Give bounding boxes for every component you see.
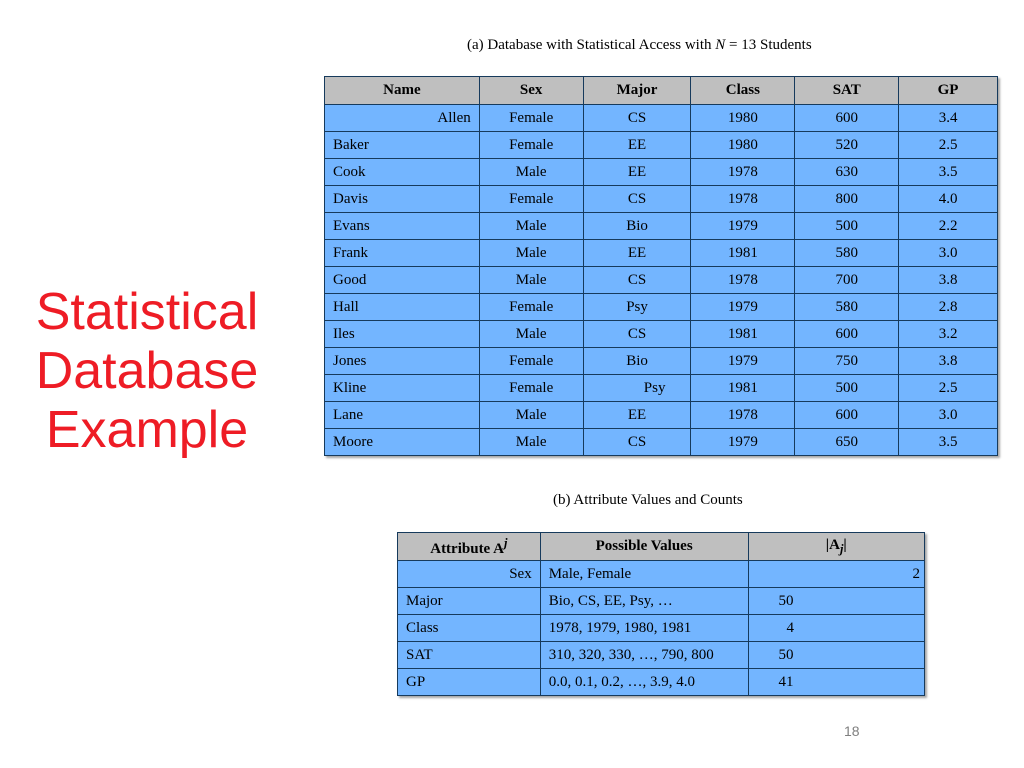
cell-sat: 500 (795, 375, 899, 402)
cell-values: 1978, 1979, 1980, 1981 (540, 615, 748, 642)
col-header-class: Class (691, 77, 795, 105)
cell-sex: Male (479, 240, 583, 267)
col-header-gp: GP (899, 77, 998, 105)
cell-class: 1978 (691, 267, 795, 294)
col-header-count (748, 533, 924, 561)
cell-major: CS (583, 267, 691, 294)
table-row (325, 267, 998, 294)
cell-values: 310, 320, 330, …, 790, 800 (540, 642, 748, 669)
cell-gp: 3.5 (899, 159, 998, 186)
slide-title-line-2: Database (35, 342, 259, 400)
table-row (398, 561, 925, 588)
cell-major: CS (583, 321, 691, 348)
cell-class: 1979 (691, 213, 795, 240)
table-row (398, 669, 925, 696)
cell-gp: 3.8 (899, 267, 998, 294)
cell-major: EE (583, 159, 691, 186)
cell-sex: Female (479, 375, 583, 402)
cell-count: 50 (748, 588, 924, 615)
cell-sat: 750 (795, 348, 899, 375)
col-header-major: Major (583, 77, 691, 105)
table-row (325, 429, 998, 456)
cell-major: Psy (583, 375, 691, 402)
cell-gp: 3.0 (899, 240, 998, 267)
cell-sat: 630 (795, 159, 899, 186)
table-row (325, 402, 998, 429)
cell-class: 1980 (691, 132, 795, 159)
cell-sat: 580 (795, 294, 899, 321)
count-header-sup: j (839, 541, 844, 556)
cell-sex: Male (479, 267, 583, 294)
table-row (325, 348, 998, 375)
cell-major: EE (583, 132, 691, 159)
cell-sex: Female (479, 348, 583, 375)
cell-class: 1978 (691, 186, 795, 213)
cell-name: Moore (325, 429, 480, 456)
cell-sex: Female (479, 186, 583, 213)
cell-major: CS (583, 105, 691, 132)
col-header-values: Possible Values (540, 533, 748, 561)
cell-class: 1978 (691, 159, 795, 186)
col-header-sex: Sex (479, 77, 583, 105)
cell-gp: 3.8 (899, 348, 998, 375)
cell-sat: 800 (795, 186, 899, 213)
cell-name: Lane (325, 402, 480, 429)
table-row (398, 615, 925, 642)
cell-major: Bio (583, 348, 691, 375)
table-row (325, 159, 998, 186)
cell-name: Frank (325, 240, 480, 267)
table-a-caption-suffix: = 13 Students (725, 37, 812, 53)
table-row (325, 186, 998, 213)
cell-name: Kline (325, 375, 480, 402)
slide-title-line-1: Statistical (35, 283, 259, 341)
attribute-counts-table (397, 532, 925, 696)
cell-gp: 3.0 (899, 402, 998, 429)
table-row (325, 294, 998, 321)
col-header-name: Name (325, 77, 480, 105)
cell-sex: Male (479, 402, 583, 429)
cell-gp: 3.4 (899, 105, 998, 132)
cell-sat: 580 (795, 240, 899, 267)
cell-sex: Male (479, 213, 583, 240)
cell-class: 1979 (691, 348, 795, 375)
table-header-row (325, 77, 998, 105)
cell-attribute: GP (398, 669, 541, 696)
cell-name: Evans (325, 213, 480, 240)
cell-gp: 2.8 (899, 294, 998, 321)
cell-gp: 4.0 (899, 186, 998, 213)
cell-sat: 700 (795, 267, 899, 294)
cell-count: 2 (748, 561, 924, 588)
table-row (325, 132, 998, 159)
cell-name: Jones (325, 348, 480, 375)
cell-major: CS (583, 186, 691, 213)
cell-sat: 520 (795, 132, 899, 159)
cell-gp: 3.2 (899, 321, 998, 348)
students-table (324, 76, 998, 456)
cell-attribute: Sex (398, 561, 541, 588)
table-row (398, 642, 925, 669)
cell-name: Davis (325, 186, 480, 213)
cell-name: Cook (325, 159, 480, 186)
cell-major: CS (583, 429, 691, 456)
count-header-base: |A (825, 536, 840, 553)
attribute-header-base: Attribute A (430, 540, 504, 557)
table-row (325, 213, 998, 240)
cell-major: EE (583, 402, 691, 429)
cell-sex: Female (479, 105, 583, 132)
cell-major: Psy (583, 294, 691, 321)
cell-sat: 600 (795, 321, 899, 348)
cell-name: Baker (325, 132, 480, 159)
cell-class: 1979 (691, 429, 795, 456)
cell-attribute: SAT (398, 642, 541, 669)
attribute-header-sup: j (503, 535, 508, 550)
cell-sat: 600 (795, 105, 899, 132)
cell-attribute: Major (398, 588, 541, 615)
cell-class: 1979 (691, 294, 795, 321)
cell-name: Iles (325, 321, 480, 348)
cell-values: 0.0, 0.1, 0.2, …, 3.9, 4.0 (540, 669, 748, 696)
slide-page-number: 18 (844, 723, 860, 739)
cell-sex: Female (479, 132, 583, 159)
cell-class: 1981 (691, 375, 795, 402)
cell-gp: 3.5 (899, 429, 998, 456)
cell-values: Male, Female (540, 561, 748, 588)
cell-class: 1978 (691, 402, 795, 429)
table-a-caption-prefix: (a) Database with Statistical Access with (467, 37, 716, 53)
table-row (325, 105, 998, 132)
cell-sex: Male (479, 159, 583, 186)
cell-count: 4 (748, 615, 924, 642)
slide-title (14, 283, 280, 460)
cell-name: Good (325, 267, 480, 294)
table-row (325, 240, 998, 267)
table-b-caption: (b) Attribute Values and Counts (553, 492, 743, 508)
cell-sat: 650 (795, 429, 899, 456)
cell-class: 1980 (691, 105, 795, 132)
table-row (398, 588, 925, 615)
slide-title-line-3: Example (45, 401, 249, 459)
cell-sex: Male (479, 321, 583, 348)
cell-class: 1981 (691, 321, 795, 348)
table-row (325, 321, 998, 348)
col-header-attribute (398, 533, 541, 561)
cell-gp: 2.5 (899, 375, 998, 402)
cell-gp: 2.5 (899, 132, 998, 159)
cell-sex: Male (479, 429, 583, 456)
cell-name: Hall (325, 294, 480, 321)
count-header-end: | (843, 536, 847, 553)
cell-major: Bio (583, 213, 691, 240)
cell-gp: 2.2 (899, 213, 998, 240)
col-header-sat: SAT (795, 77, 899, 105)
cell-count: 50 (748, 642, 924, 669)
table-a-caption-variable: N (715, 37, 726, 53)
cell-name: Allen (325, 105, 480, 132)
cell-count: 41 (748, 669, 924, 696)
cell-sat: 500 (795, 213, 899, 240)
cell-sex: Female (479, 294, 583, 321)
cell-class: 1981 (691, 240, 795, 267)
cell-attribute: Class (398, 615, 541, 642)
table-header-row (398, 533, 925, 561)
table-a-caption (467, 37, 812, 54)
cell-sat: 600 (795, 402, 899, 429)
cell-values: Bio, CS, EE, Psy, … (540, 588, 748, 615)
cell-major: EE (583, 240, 691, 267)
table-row (325, 375, 998, 402)
